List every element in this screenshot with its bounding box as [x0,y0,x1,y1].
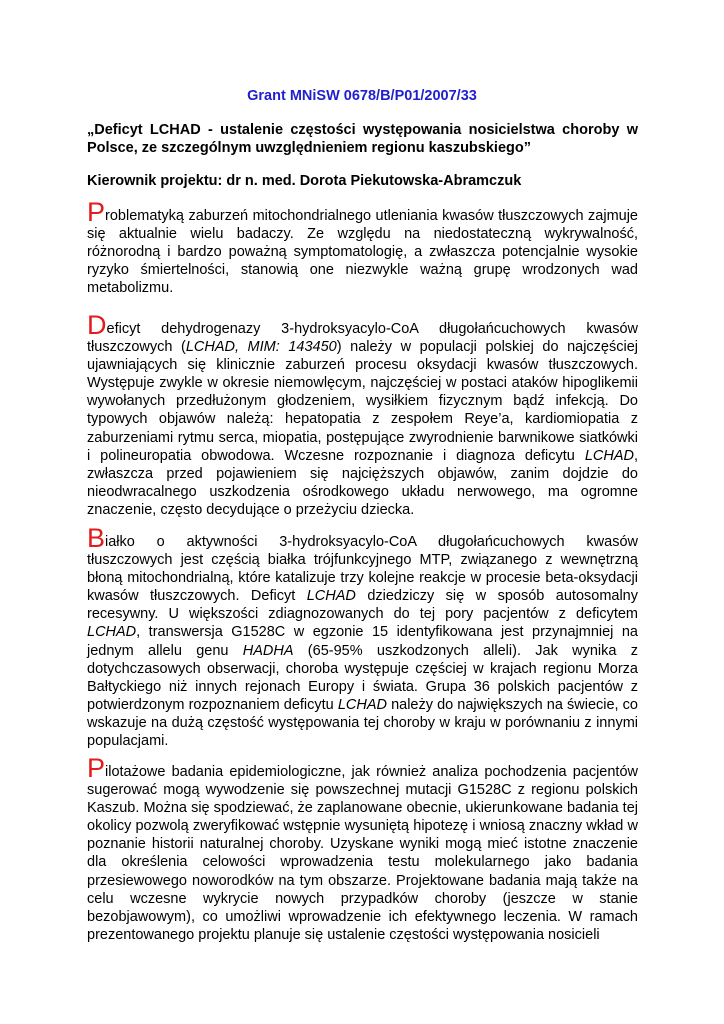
document-title: „Deficyt LCHAD - ustalenie częstości występowania nosicielstwa choroby w Polsce, ze szczególnym uwzględnieniem regionu kaszubskiego” [87,122,638,156]
paragraph-text: ) należy w populacji polskiej do najczęściej ujawniających się klinicznie zaburzeń procesu oksydacji kwasów tłuszczowych. Występuje zwykle w okresie niemowlęcym, najczęściej w postaci ataków hipoglikemii wywołanych przedłużonym głodzeniem, wysiłkiem fizycznym bądź infekcją. Do typowych objawów należą: hepatopatia z zespołem Reye’a, kardiomiopatia z zaburzeniami rytmu serca, miopatia, postępujące zwyrodnienie barwnikowe siatkówki i polineuropatia obwodowa. Wczesne rozpoznanie i diagnoza deficytu [87,339,638,464]
paragraph-2 [87,310,638,519]
italic-term: HADHA [242,642,294,659]
paragraph-text: ilotażowe badania epidemiologiczne, jak również analiza pochodzenia pacjentów sugerować mogą wywodzenie się powszechnej mutacji G1528C z regionu polskich Kaszub. Można się spodziewać, że zaplanowane obecnie, ukierunkowane badania tej okolicy pozwolą zweryfikować wstępnie wysuniętą hipotezę i wniosą znaczny wkład w poznanie historii naturalnej choroby. Uzyskane wyniki mogą mieć istotne znaczenie dla określenia celowości wprowadzenia testu molekularnego jako badania przesiewowego noworodków na tym obszarze. Projektowane badania mają także na celu wczesne wykrycie nowych przypadków choroby (jeszcze w stanie bezobjawowym), co umożliwi wprowadzenie ich efektywnego leczenia. W ramach prezentowanego projektu planuje się ustalenie częstości występowania nosicieli [87,764,638,943]
drop-cap-initial: P [87,753,106,783]
paragraph-text: iałko o aktywności 3-hydroksyacylo-CoA długołańcuchowych kwasów tłuszczowych jest częścią białka trójfunkcyjnego MTP, związanego z wewnętrzną błoną mitochondrialną, które katalizuje trzy kolejne reakcje w procesie beta-oksydacji kwasów tłuszczowych. Deficyt [87,534,638,605]
paragraph-3 [87,523,638,750]
paragraph-text: roblematyką zaburzeń mitochondrialnego utleniania kwasów tłuszczowych zajmuje się aktualnie wielu badaczy. Ze względu na niedostateczną wykrywalność, różnorodną i bardzo poważną symptomatologię, a zwłaszcza potencjalnie wysokie ryzyko śmiertelności, stanowią one niezwykle ważną grupę wrodzonych wad metabolizmu. [87,208,638,297]
grant-number: Grant MNiSW 0678/B/P01/2007/33 [247,88,477,104]
italic-term: LCHAD [337,696,387,713]
drop-cap-initial: P [87,197,106,227]
project-leader: Kierownik projektu: dr n. med. Dorota Piekutowska-Abramczuk [87,173,522,189]
italic-term: LCHAD [584,447,634,464]
paragraph-text: eficyt dehydrogenazy 3-hydroksyacylo-CoA długołańcuchowych kwasów tłuszczowych ( [87,321,638,356]
paragraph-1 [87,197,638,297]
italic-term: LCHAD [306,588,356,605]
paragraph-text: należy do największych na świecie, co wskazuje na dużą częstość występowania tej choroby w kraju w porównaniu z innymi populacjami. [87,696,638,750]
paragraph-4 [87,753,638,944]
paragraph-text: (65-95% uszkodzonych alleli). Jak wynika z dotychczasowych obserwacji, choroba występuje częściej w krajach regionu Morza Bałtyckiego niż innych rejonach Europy i świata. Grupa 36 polskich pacjentów z potwierdzonym rozpoznaniem deficytu [87,642,638,713]
drop-cap-initial: B [87,523,106,553]
paragraph-text: , zwłaszcza przed pojawieniem się najcięższych objawów, zanim dojdzie do nieodwracalnego uszkodzenia ośrodkowego układu nerwowego, ma ogromne znaczenie, często decydujące o przeżyciu dziecka. [87,447,638,518]
paragraph-text: dziedziczy się w sposób autosomalny recesywny. U większości zdiagnozowanych do tej pory pacjentów z deficytem [87,588,638,623]
drop-cap-initial: D [87,310,107,340]
italic-term: LCHAD [87,624,137,641]
paragraph-text: , transwersja G1528C w egzonie 15 identyfikowana jest przynajmniej na jednym allelu genu [87,624,638,659]
italic-term: LCHAD, MIM: 143450 [185,339,337,356]
